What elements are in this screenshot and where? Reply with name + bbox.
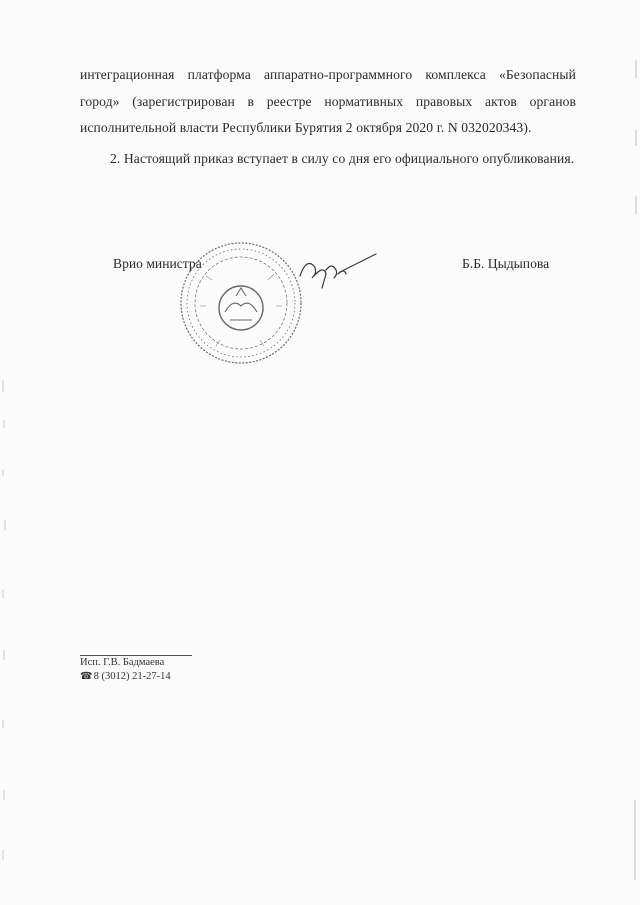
executor-info [80,656,171,684]
scan-edge-left [0,0,8,905]
executor-name: Исп. Г.В. Бадмаева [80,657,165,668]
handwritten-signature [296,244,380,294]
paragraph-2: 2. Настоящий приказ вступает в силу со дня его официального опубликования. [110,151,575,166]
paragraph-1: интеграционная платформа аппаратно-программного комплекса «Безопасный город» (зарегистрирован в реестре нормативных правовых актов органов исполнительной власти Республики Бурятия 2 октября 2020 г. N 032020343). [80,67,576,135]
scan-edge-right [630,0,640,905]
official-seal [176,236,306,370]
executor-phone-line [80,670,171,684]
signatory-title: Врио министра [113,256,202,271]
telephone-icon: ☎ [80,671,93,682]
signatory-name: Б.Б. Цыдыпова [462,256,550,271]
executor-phone: 8 (3012) 21-27-14 [93,671,171,682]
